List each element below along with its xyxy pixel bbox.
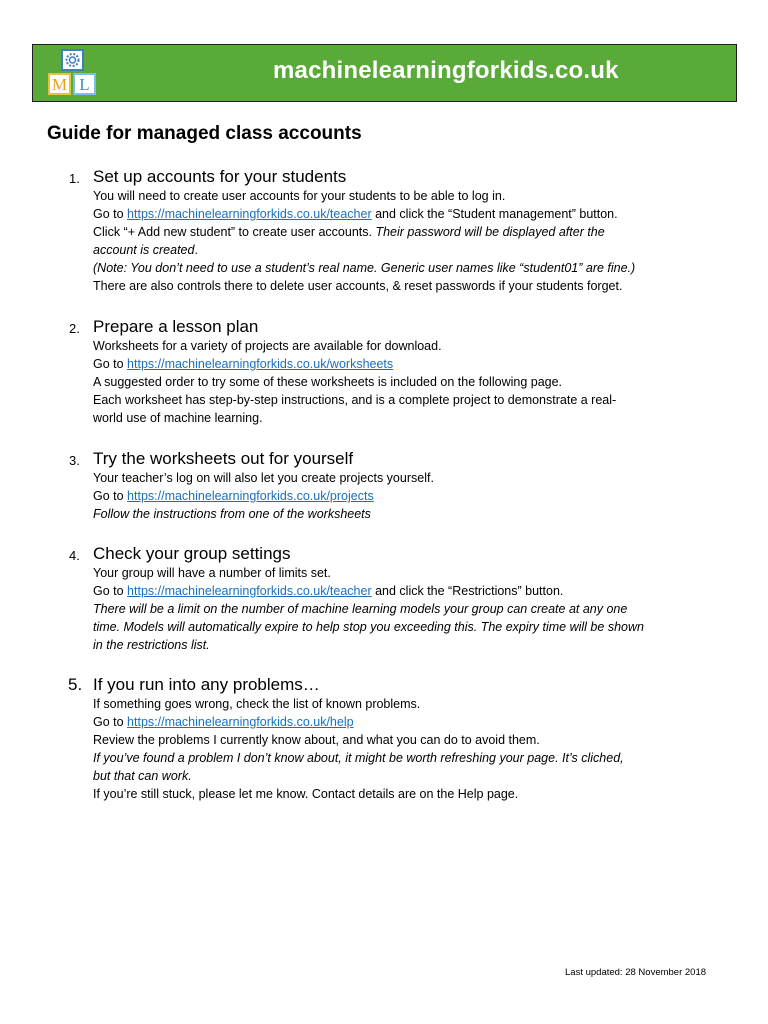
- logo-letter-l: L: [73, 73, 96, 95]
- step-text-prefix: Go to: [93, 207, 128, 221]
- help-link[interactable]: https://machinelearningforkids.co.uk/help: [127, 715, 354, 729]
- step-note: (Note: You don’t need to use a student’s real name. Generic user names like “student01” are fine.): [93, 261, 636, 275]
- step-number: 3.: [69, 453, 80, 468]
- step-text-suffix: and click the “Restrictions” button.: [371, 584, 564, 598]
- site-title: machinelearningforkids.co.uk: [273, 57, 619, 84]
- step-text: If something goes wrong, check the list of known problems.: [93, 697, 421, 711]
- step-text: If you’ve found a problem I don’t know about, it might be worth refreshing your page. It’s cliched,: [93, 751, 624, 765]
- teacher-link[interactable]: https://machinelearningforkids.co.uk/teacher: [127, 584, 372, 598]
- step-text: A suggested order to try some of these worksheets is included on the following page.: [93, 375, 563, 389]
- step-heading: Try the worksheets out for yourself: [93, 449, 354, 468]
- step-text: [93, 713, 768, 731]
- logo-letter-m: M: [48, 73, 71, 95]
- step-text: [93, 487, 768, 505]
- step-text: [93, 223, 768, 241]
- step-number: 5.: [68, 675, 83, 694]
- projects-link[interactable]: https://machinelearningforkids.co.uk/projects: [127, 489, 374, 503]
- step-text: time. Models will automatically expire to help stop you exceeding this. The expiry time will be shown: [93, 620, 644, 634]
- step-text: world use of machine learning.: [93, 411, 263, 425]
- step-number: 1.: [69, 171, 80, 186]
- step-text: Follow the instructions from one of the worksheets: [93, 507, 371, 521]
- gear-icon-graphic: [63, 51, 82, 69]
- gear-icon: [61, 49, 84, 71]
- step-heading: Check your group settings: [93, 544, 291, 563]
- step-text: [93, 355, 768, 373]
- step-text: in the restrictions list.: [93, 638, 210, 652]
- step-4: [0, 543, 768, 654]
- step-text-suffix: .: [194, 243, 198, 257]
- step-text-italic: account is created: [93, 243, 195, 257]
- step-text-prefix: Go to: [93, 357, 128, 371]
- last-updated: Last updated: 28 November 2018: [565, 967, 707, 978]
- step-text: but that can work.: [93, 769, 192, 783]
- steps-list: [0, 166, 768, 803]
- step-text: Worksheets for a variety of projects are available for download.: [93, 339, 442, 353]
- step-heading: Set up accounts for your students: [93, 167, 347, 186]
- step-heading: Prepare a lesson plan: [93, 317, 259, 336]
- step-text: [93, 205, 768, 223]
- step-5: [0, 674, 768, 803]
- step-text: Your group will have a number of limits set.: [93, 566, 331, 580]
- step-text-suffix: and click the “Student management” button.: [371, 207, 618, 221]
- step-text-italic: Their password will be displayed after the: [375, 225, 605, 239]
- step-text-prefix: Go to: [93, 489, 128, 503]
- site-header-banner: [32, 44, 737, 102]
- step-text: Each worksheet has step-by-step instructions, and is a complete project to demonstrate a real-: [93, 393, 617, 407]
- step-text: If you’re still stuck, please let me know. Contact details are on the Help page.: [93, 787, 519, 801]
- step-heading: If you run into any problems…: [93, 675, 320, 694]
- step-2: [0, 316, 768, 427]
- step-number: 2.: [69, 321, 80, 336]
- teacher-link[interactable]: https://machinelearningforkids.co.uk/teacher: [127, 207, 372, 221]
- step-text: There are also controls there to delete user accounts, & reset passwords if your students forget.: [93, 279, 623, 293]
- page-title: Guide for managed class accounts: [47, 123, 362, 144]
- step-text: You will need to create user accounts for your students to be able to log in.: [93, 189, 506, 203]
- step-text: Your teacher’s log on will also let you create projects yourself.: [93, 471, 434, 485]
- step-text: Review the problems I currently know about, and what you can do to avoid them.: [93, 733, 540, 747]
- step-number: 4.: [69, 548, 80, 563]
- step-text-prefix: Go to: [93, 584, 128, 598]
- step-3: [0, 448, 768, 523]
- step-text-prefix: Click “+ Add new student” to create user accounts.: [93, 225, 376, 239]
- step-1: [0, 166, 768, 295]
- step-text: [93, 241, 768, 259]
- ml-logo: [45, 49, 101, 99]
- worksheets-link[interactable]: https://machinelearningforkids.co.uk/worksheets: [127, 357, 394, 371]
- step-text: There will be a limit on the number of machine learning models your group can create at any one: [93, 602, 628, 616]
- step-text-prefix: Go to: [93, 715, 128, 729]
- step-text: [93, 582, 768, 600]
